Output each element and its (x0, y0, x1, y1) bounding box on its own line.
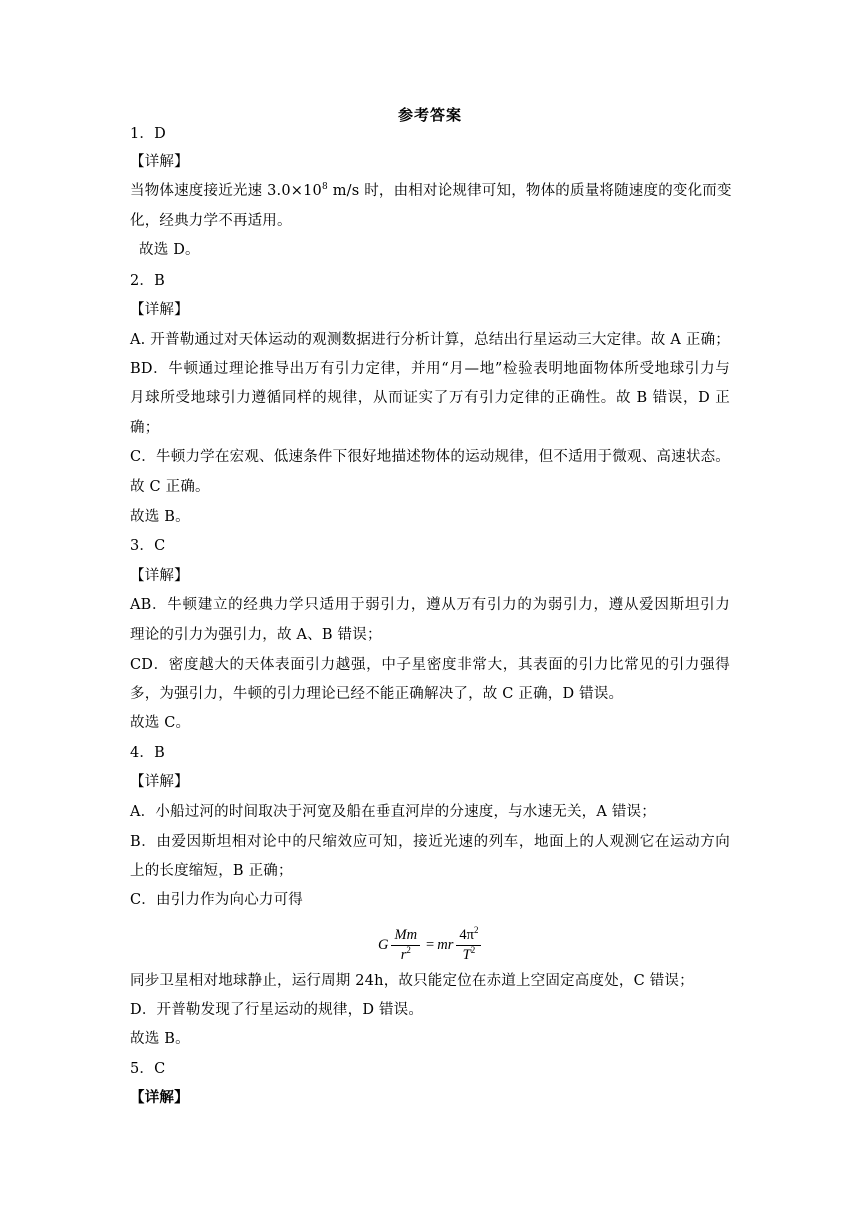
exponent: 8 (321, 182, 328, 193)
formula-r: r (400, 946, 407, 963)
text-segment: m/s 时，由相对论规律可知，物体的质量将随速度的变化而变 (327, 183, 732, 199)
text-line: 故 C 正确。 (130, 479, 210, 495)
fraction-denominator (401, 946, 411, 964)
conclusion-line: 故选 D。 (139, 242, 200, 258)
gravity-formula (378, 922, 484, 968)
formula-g: G (378, 936, 389, 953)
page-title: 参考答案 (397, 106, 462, 124)
answer-number: 2．B (130, 273, 165, 289)
conclusion-line: 故选 B。 (130, 1031, 190, 1047)
explanation-label: 【详解】 (130, 1089, 189, 1106)
text-line: 多，为强引力，牛顿的引力理论已经不能正确解决了，故 C 正确，D 错误。 (130, 686, 624, 702)
text-line: 化，经典力学不再适用。 (130, 213, 292, 229)
text-line: 同步卫星相对地球静止，运行周期 24h，故只能定位在赤道上空固定高度处，C 错误； (130, 973, 694, 989)
text-segment: 当物体速度接近光速 3.0×10 (130, 183, 322, 199)
text-line: B．由爱因斯坦相对论中的尺缩效应可知，接近光速的列车，地面上的人观测它在运动方向 (130, 834, 730, 850)
answer-number: 4．B (130, 745, 165, 761)
exponent: 2 (470, 944, 476, 955)
explanation-label: 【详解】 (130, 154, 189, 170)
formula-t: T (462, 946, 471, 963)
text-line: A．小船过河的时间取决于河宽及船在垂直河岸的分速度，与水速无关，A 错误； (130, 804, 656, 820)
text-line: BD．牛顿通过理论推导出万有引力定律，并用“月—地”检验表明地面物体所受地球引力与 (130, 361, 730, 377)
text-line: C．由引力作为向心力可得 (130, 892, 303, 908)
exponent: 2 (406, 944, 411, 955)
explanation-label: 【详解】 (130, 568, 189, 584)
fraction (456, 924, 481, 964)
text-line: D．开普勒发现了行星运动的规律，D 错误。 (130, 1002, 424, 1018)
answer-number: 1．D (130, 126, 166, 142)
text-line: AB．牛顿建立的经典力学只适用于弱引力，遵从万有引力的为弱引力，遵从爱因斯坦引力 (130, 597, 730, 613)
text-line (130, 181, 730, 201)
fraction-numerator: Mm (391, 927, 420, 946)
answer-number: 5．C (130, 1061, 166, 1077)
conclusion-line: 故选 B。 (130, 509, 190, 525)
formula-4pi: 4π (459, 926, 474, 943)
equals-sign: = (426, 936, 435, 953)
fraction-numerator (456, 924, 481, 946)
text-line: C．牛顿力学在宏观、低速条件下很好地描述物体的运动规律，但不适用于微观、高速状态。 (130, 449, 730, 465)
exponent: 2 (473, 924, 479, 935)
text-line: A. 开普勒通过对天体运动的观测数据进行分析计算，总结出行星运动三大定律。故 A 正确； (130, 332, 730, 348)
conclusion-line: 故选 C。 (130, 715, 191, 731)
fraction-denominator (463, 946, 476, 964)
fraction (391, 927, 420, 964)
explanation-label: 【详解】 (130, 774, 189, 790)
text-line: 确； (130, 420, 160, 436)
text-line: CD．密度越大的天体表面引力越强，中子星密度非常大，其表面的引力比常见的引力强得 (130, 657, 730, 673)
answer-number: 3．C (130, 538, 166, 554)
explanation-label: 【详解】 (130, 302, 189, 318)
text-line: 理论的引力为强引力，故 A、B 错误； (130, 627, 382, 643)
text-line: 月球所受地球引力遵循同样的规律，从而证实了万有引力定律的正确性。故 B 错误，D 正 (130, 390, 730, 406)
text-line: 上的长度缩短，B 正确； (130, 863, 293, 879)
formula-mr: mr (437, 936, 454, 953)
